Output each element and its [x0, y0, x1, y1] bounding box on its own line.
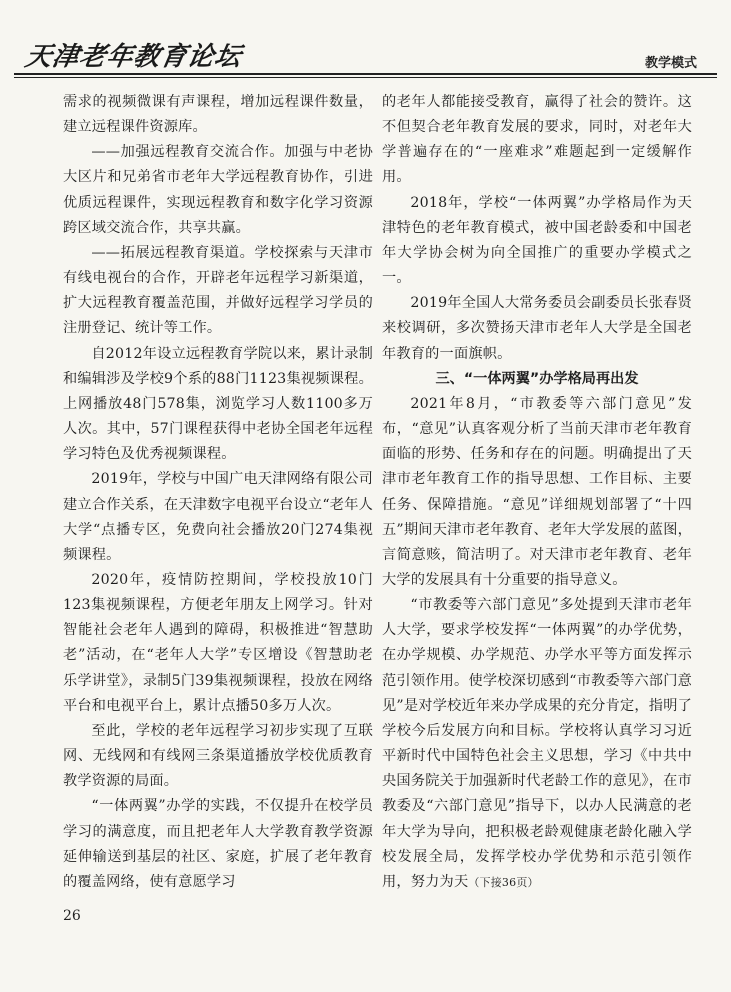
page-header: [0, 0, 731, 84]
header-rule-thick: [14, 73, 717, 75]
paragraph: ——加强远程教育交流合作。加强与中老协大区片和兄弟省市老年大学远程教育协作，引进优质远程课件，实现远程教育和数字化学习资源跨区域交流合作，共享共赢。: [63, 144, 373, 236]
paragraph: 的老年人都能接受教育，赢得了社会的赞许。这不但契合老年教育发展的要求，同时，对老年大学普遍存在的“一座难求”难题起到一定缓解作用。: [382, 94, 692, 186]
paragraph: ——拓展远程教育渠道。学校探索与天津市有线电视台的合作，开辟老年远程学习新渠道，扩大远程教育覆盖范围，并做好远程学习学员的注册登记、统计等工作。: [63, 244, 373, 337]
journal-masthead: 天津老年教育论坛: [22, 42, 245, 72]
paragraph: 2019年全国人大常务委员会副委员长张春贤来校调研，多次赞扬天津市老年人大学是全国老年教育的一面旗帜。: [382, 295, 692, 362]
continued-note: （下接36页）: [468, 875, 539, 889]
paragraph: 2020年，疫情防控期间，学校投放10门123集视频课程，方便老年朋友上网学习。针对智能社会老年人遇到的障碍，积极推进“智慧助老”活动，在“老年人大学”专区增设《智慧助老乐学讲堂》，录制5门39集视频课程，投放在网络平台和电视平台上，累计点播50多万人次。: [63, 571, 373, 714]
paragraph: 2019年，学校与中国广电天津网络有限公司建立合作关系，在天津数字电视平台设立“老年人大学“点播专区，免费向社会播放20门274集视频课程。: [63, 471, 373, 563]
header-rule-thin: [14, 77, 717, 78]
paragraph: [382, 593, 692, 895]
paragraph: 2018年，学校“一体两翼”办学格局作为天津特色的老年教育模式，被中国老龄委和中国老年大学协会树为向全国推广的重要办学模式之一。: [382, 194, 692, 287]
paragraph: “一体两翼”办学的实践，不仅提升在校学员学习的满意度，而且把老年人大学教育教学资源延伸输送到基层的社区、家庭，扩展了老年教育的覆盖网络，使有意愿学习: [63, 798, 373, 890]
paragraph: 2021年8月，“市教委等六部门意见”发布，“意见”认真客观分析了当前天津市老年教育面临的形势、任务和存在的问题。明确提出了天津市老年教育工作的指导思想、工作目标、主要任务、保障措施。“意见”详细规划部署了“十四五”期间天津市老年教育、老年大学发展的蓝图，言简意赅，简洁明了。对天津市老年教育、老年大学的发展具有十分重要的指导意义。: [382, 395, 692, 588]
paragraph: 需求的视频微课有声课程，增加远程课件数量，建立远程课件资源库。: [63, 94, 373, 136]
section-label: 教学模式: [644, 56, 697, 71]
right-column: [382, 90, 692, 895]
left-column: [63, 90, 373, 895]
section-heading: 三、“一体两翼”办学格局再出发: [435, 370, 639, 387]
paragraph-text: “市教委等六部门意见”多处提到天津市老年人大学，要求学校发挥“一体两翼”的办学优势，在办学规模、办学规范、办学水平等方面发挥示范引领作用。使学校深切感到“市教委等六部门意见”是对学校近年来办学成果的充分肯定，指明了学校今后发展方向和目标。学校将认真学习习近平新时代中国特色社会主义思想，学习《中共中央国务院关于加强新时代老龄工作的意见》，在市教委及“六部门意见”指导下，以办人民满意的老年大学为导向，把积极老龄观健康老龄化融入学校发展全局，发挥学校办学优势和示范引领作用，努力为天: [382, 597, 692, 890]
paragraph: 至此，学校的老年远程学习初步实现了互联网、无线网和有线网三条渠道播放学校优质教育教学资源的局面。: [63, 722, 373, 790]
paragraph: 自2012年设立远程教育学院以来，累计录制和编辑涉及学校9个系的88门1123集视频课程。上网播放48门578集，浏览学习人数1100多万人次。其中，57门课程获得中老协全国老年远程学习特色及优秀视频课程。: [63, 345, 373, 463]
page-number: 26: [63, 908, 81, 924]
